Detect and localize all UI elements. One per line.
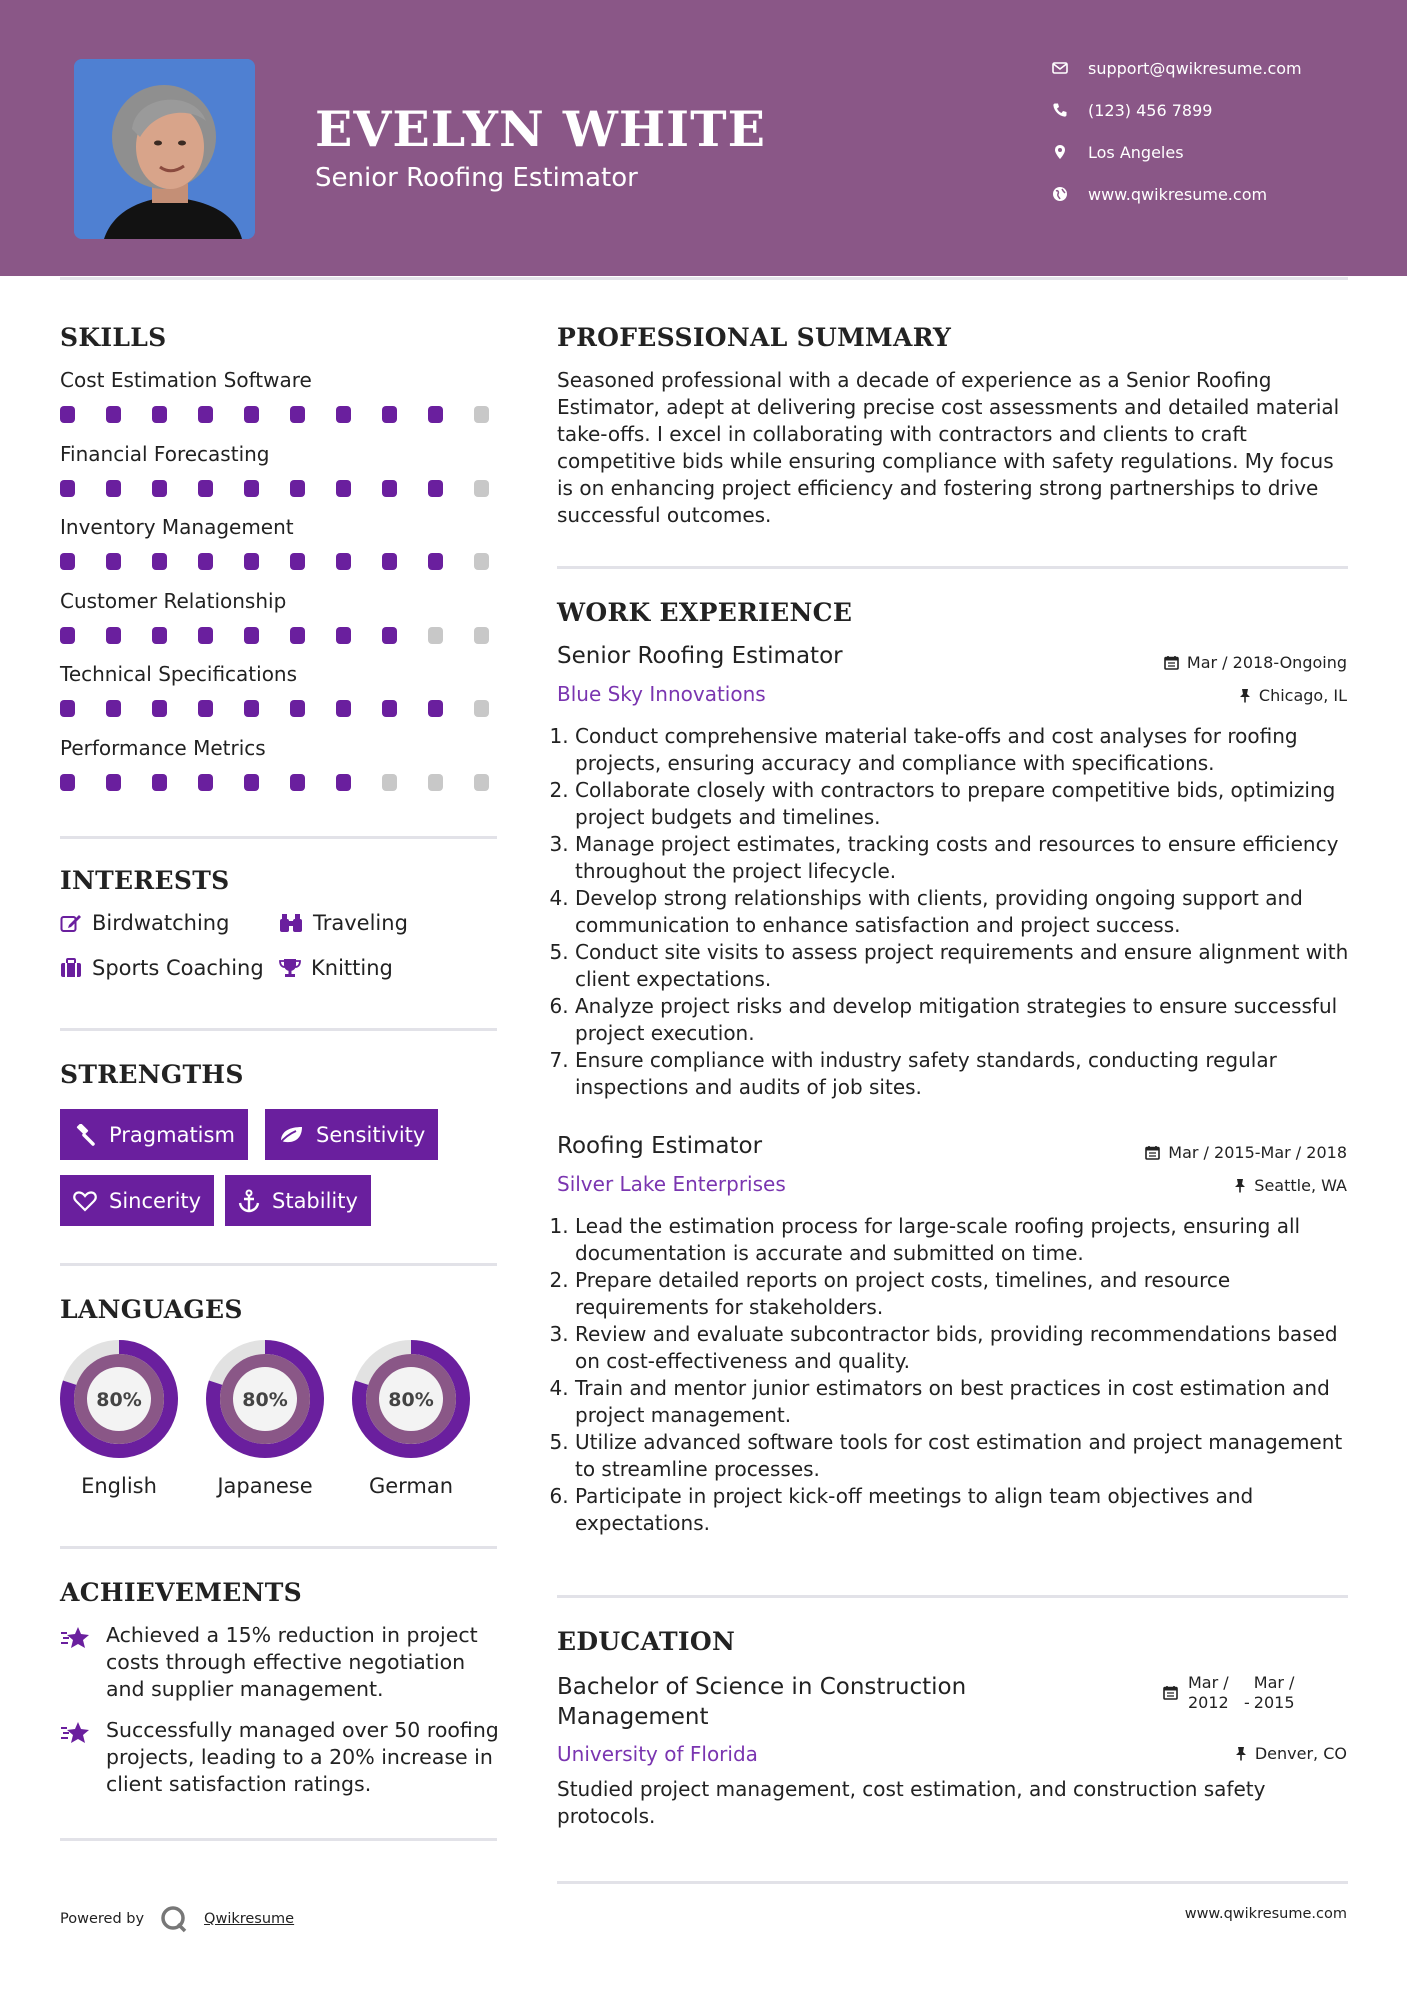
interest-item xyxy=(60,956,264,980)
rating-dot-empty xyxy=(382,774,397,791)
briefcase-icon xyxy=(60,958,82,978)
interest-item xyxy=(279,956,393,980)
rating-dot-empty xyxy=(474,774,489,791)
education-location xyxy=(1235,1744,1347,1763)
duty-item: 6. Participate in project kick-off meetings to align team objectives and expectations. xyxy=(575,1483,1350,1537)
strengths-heading: STRENGTHS xyxy=(60,1060,244,1089)
binoculars-icon xyxy=(279,913,303,933)
language-ring xyxy=(59,1339,179,1459)
language-name: English xyxy=(81,1474,157,1498)
pushpin-icon xyxy=(1234,1178,1246,1193)
achievement-text: Successfully managed over 50 roofing projects, leading to a 20% increase in client satisfaction ratings. xyxy=(106,1718,499,1796)
powered-by-text: Powered by xyxy=(60,1911,145,1927)
rating-dot-filled xyxy=(198,406,213,423)
rating-dot-filled xyxy=(106,774,121,791)
strength-label: Stability xyxy=(272,1188,358,1213)
skill-rating xyxy=(60,480,489,497)
section-divider xyxy=(557,1881,1348,1884)
language-percent: 80% xyxy=(242,1389,288,1411)
rating-dot-filled xyxy=(244,627,259,644)
education-end-date: Mar / 2015 xyxy=(1253,1673,1295,1712)
map-marker-icon xyxy=(1052,144,1068,160)
job-duties-list xyxy=(575,723,1350,1101)
strength-tag xyxy=(225,1175,371,1226)
gavel-icon xyxy=(73,1124,97,1146)
skill-rating xyxy=(60,627,489,644)
rating-dot-filled xyxy=(428,480,443,497)
rating-dot-filled xyxy=(106,700,121,717)
skill-name: Technical Specifications xyxy=(60,662,298,686)
rating-dot-filled xyxy=(290,700,305,717)
envelope-icon xyxy=(1052,60,1068,76)
rating-dot-filled xyxy=(152,700,167,717)
leaf-icon xyxy=(278,1125,304,1145)
language-name: German xyxy=(368,1474,454,1498)
section-divider xyxy=(60,1546,497,1549)
rating-dot-filled xyxy=(198,553,213,570)
rating-dot-filled xyxy=(290,627,305,644)
rating-dot-filled xyxy=(60,700,75,717)
rating-dot-filled xyxy=(382,480,397,497)
job-title: Senior Roofing Estimator xyxy=(557,643,843,669)
phone-icon xyxy=(1052,102,1068,118)
rating-dot-filled xyxy=(106,406,121,423)
education-heading: EDUCATION xyxy=(557,1627,736,1656)
rating-dot-filled xyxy=(198,480,213,497)
skill-name: Performance Metrics xyxy=(60,735,266,760)
rating-dot-filled xyxy=(290,553,305,570)
duty-item: 3. Review and evaluate subcontractor bids, providing recommendations based on cost-effectiveness and quality. xyxy=(575,1321,1350,1375)
school-name: University of Florida xyxy=(557,1742,758,1766)
achievement-item xyxy=(60,1622,500,1703)
interests-heading: INTERESTS xyxy=(60,866,230,895)
rating-dot-empty xyxy=(474,553,489,570)
interest-label: Sports Coaching xyxy=(92,956,264,980)
rating-dot-filled xyxy=(244,480,259,497)
duty-item: 2. Prepare detailed reports on project costs, timelines, and resource requirements for stakeholders. xyxy=(575,1267,1350,1321)
skill-name: Cost Estimation Software xyxy=(60,368,312,392)
strength-tag xyxy=(60,1109,248,1160)
contact-email[interactable] xyxy=(1052,59,1302,78)
brand-link[interactable]: Qwikresume xyxy=(204,1911,295,1927)
skill-rating xyxy=(60,406,489,423)
strength-label: Sensitivity xyxy=(316,1122,426,1147)
rating-dot-filled xyxy=(428,406,443,423)
rating-dot-filled xyxy=(152,627,167,644)
rating-dot-empty xyxy=(474,700,489,717)
section-divider xyxy=(60,1028,497,1031)
contact-email-text: support@qwikresume.com xyxy=(1088,59,1302,78)
contact-website-text: www.qwikresume.com xyxy=(1088,185,1268,204)
experience-heading: WORK EXPERIENCE xyxy=(557,598,853,627)
rating-dot-filled xyxy=(60,406,75,423)
interest-label: Traveling xyxy=(313,911,408,935)
candidate-title: Senior Roofing Estimator xyxy=(315,163,638,193)
rating-dot-filled xyxy=(152,406,167,423)
contact-phone[interactable] xyxy=(1052,101,1212,120)
rating-dot-filled xyxy=(152,480,167,497)
strength-tag xyxy=(60,1175,214,1226)
job-duties-list xyxy=(575,1213,1350,1537)
contact-location xyxy=(1052,143,1184,162)
profile-photo xyxy=(74,59,255,239)
duty-item: 3. Manage project estimates, tracking costs and resources to ensure efficiency throughout the project lifecycle. xyxy=(575,831,1350,885)
skill-name: Customer Relationship xyxy=(60,588,287,613)
rating-dot-empty xyxy=(428,774,443,791)
rating-dot-filled xyxy=(244,553,259,570)
star-icon xyxy=(60,1719,92,1747)
rating-dot-filled xyxy=(382,627,397,644)
rating-dot-filled xyxy=(290,480,305,497)
job-location xyxy=(1234,1176,1347,1195)
duty-item: 7. Ensure compliance with industry safety standards, conducting regular inspections and audits of job sites. xyxy=(575,1047,1350,1101)
rating-dot-filled xyxy=(198,627,213,644)
candidate-name: EVELYN WHITE xyxy=(315,100,766,158)
duty-item: 4. Develop strong relationships with clients, providing ongoing support and communication to enhance satisfaction and project success. xyxy=(575,885,1350,939)
calendar-icon xyxy=(1145,1145,1160,1160)
contact-phone-text: (123) 456 7899 xyxy=(1088,101,1213,120)
duty-item: 1. Conduct comprehensive material take-offs and cost analyses for roofing projects, ensuring accuracy and compliance with specifications. xyxy=(575,723,1350,777)
skill-name: Inventory Management xyxy=(60,515,294,539)
rating-dot-filled xyxy=(336,700,351,717)
heart-icon xyxy=(73,1190,97,1212)
section-divider xyxy=(557,1595,1348,1598)
rating-dot-filled xyxy=(244,774,259,791)
rating-dot-filled xyxy=(382,700,397,717)
language-name: Japanese xyxy=(217,1474,313,1498)
rating-dot-filled xyxy=(382,553,397,570)
interest-label: Knitting xyxy=(311,956,393,980)
calendar-icon xyxy=(1163,1685,1178,1700)
strength-tag xyxy=(265,1109,438,1160)
section-divider xyxy=(557,566,1348,569)
duty-item: 5. Conduct site visits to assess project requirements and ensure alignment with client expectations. xyxy=(575,939,1350,993)
rating-dot-filled xyxy=(60,553,75,570)
rating-dot-filled xyxy=(60,774,75,791)
contact-website[interactable] xyxy=(1052,185,1267,204)
star-icon xyxy=(60,1624,92,1652)
rating-dot-filled xyxy=(106,553,121,570)
job-location-text: Seattle, WA xyxy=(1254,1176,1347,1195)
date-separator: - xyxy=(1244,1693,1250,1712)
interest-item xyxy=(60,911,229,935)
rating-dot-filled xyxy=(336,627,351,644)
globe-icon xyxy=(1052,186,1068,202)
education-description: Studied project management, cost estimation, and construction safety protocols. xyxy=(557,1777,1266,1828)
language-percent: 80% xyxy=(388,1389,434,1411)
rating-dot-empty xyxy=(474,406,489,423)
achievement-text: Achieved a 15% reduction in project costs through effective negotiation and supplier management. xyxy=(106,1623,478,1701)
rating-dot-empty xyxy=(428,627,443,644)
job-location-text: Chicago, IL xyxy=(1258,686,1347,705)
contact-location-text: Los Angeles xyxy=(1088,143,1184,162)
rating-dot-filled xyxy=(198,700,213,717)
rating-dot-filled xyxy=(152,553,167,570)
job-title: Roofing Estimator xyxy=(557,1133,763,1159)
pencil-square-icon xyxy=(60,913,82,933)
rating-dot-empty xyxy=(474,627,489,644)
anchor-icon xyxy=(238,1189,260,1213)
rating-dot-filled xyxy=(336,480,351,497)
section-divider xyxy=(60,836,497,839)
section-divider xyxy=(60,1838,497,1841)
education-start-date: Mar / 2012 xyxy=(1188,1673,1229,1712)
interest-item xyxy=(279,911,408,935)
rating-dot-filled xyxy=(60,480,75,497)
job-dates xyxy=(1145,1143,1347,1162)
duty-item: 4. Train and mentor junior estimators on best practices in cost estimation and project management. xyxy=(575,1375,1350,1429)
calendar-icon xyxy=(1164,655,1179,670)
summary-heading: PROFESSIONAL SUMMARY xyxy=(557,323,952,352)
rating-dot-filled xyxy=(106,480,121,497)
language-percent: 80% xyxy=(96,1389,142,1411)
rating-dot-filled xyxy=(336,774,351,791)
education-location-text: Denver, CO xyxy=(1254,1744,1347,1763)
rating-dot-filled xyxy=(336,553,351,570)
rating-dot-filled xyxy=(244,700,259,717)
skill-name: Financial Forecasting xyxy=(60,441,270,466)
skills-heading: SKILLS xyxy=(60,323,167,352)
language-ring xyxy=(205,1339,325,1459)
section-divider xyxy=(60,1263,497,1266)
achievement-item xyxy=(60,1717,500,1798)
job-dates-text: Mar / 2018-Ongoing xyxy=(1186,653,1347,672)
skill-rating xyxy=(60,700,489,717)
trophy-icon xyxy=(279,958,301,978)
rating-dot-filled xyxy=(152,774,167,791)
language-ring xyxy=(351,1339,471,1459)
education-dates xyxy=(1163,1673,1298,1713)
rating-dot-filled xyxy=(336,406,351,423)
achievements-heading: ACHIEVEMENTS xyxy=(60,1578,302,1607)
rating-dot-filled xyxy=(198,774,213,791)
rating-dot-filled xyxy=(60,627,75,644)
duty-item: 6. Analyze project risks and develop mitigation strategies to ensure successful project execution. xyxy=(575,993,1350,1047)
duty-item: 1. Lead the estimation process for large-scale roofing projects, ensuring all documentation is accurate and submitted on time. xyxy=(575,1213,1350,1267)
job-location xyxy=(1239,686,1347,705)
pushpin-icon xyxy=(1235,1746,1247,1761)
rating-dot-filled xyxy=(290,406,305,423)
degree-title: Bachelor of Science in Construction Management xyxy=(557,1674,967,1730)
summary-text: Seasoned professional with a decade of experience as a Senior Roofing Estimator, adept at delivering precise cost assessments and detailed material take-offs. I excel in collaborating with contractors and clients to craft competitive bids while ensuring compliance with safety regulations. My focus is on enhancing project efficiency and fostering strong partnerships to drive successful outcomes. xyxy=(557,368,1340,527)
skill-rating xyxy=(60,774,489,791)
header-divider xyxy=(60,277,1348,280)
duty-item: 2. Collaborate closely with contractors to prepare competitive bids, optimizing project budgets and timelines. xyxy=(575,777,1350,831)
rating-dot-filled xyxy=(428,700,443,717)
rating-dot-filled xyxy=(290,774,305,791)
duty-item: 5. Utilize advanced software tools for cost estimation and project management to streamline processes. xyxy=(575,1429,1350,1483)
company-name: Blue Sky Innovations xyxy=(557,682,766,706)
company-name: Silver Lake Enterprises xyxy=(557,1172,786,1196)
rating-dot-filled xyxy=(382,406,397,423)
pushpin-icon xyxy=(1239,688,1251,703)
strength-label: Sincerity xyxy=(109,1188,202,1213)
strength-label: Pragmatism xyxy=(109,1122,235,1147)
rating-dot-filled xyxy=(244,406,259,423)
qwikresume-logo-icon xyxy=(158,1904,190,1934)
footer-powered-by xyxy=(60,1904,294,1934)
languages-heading: LANGUAGES xyxy=(60,1295,243,1324)
rating-dot-empty xyxy=(474,480,489,497)
skill-rating xyxy=(60,553,489,570)
job-dates-text: Mar / 2015-Mar / 2018 xyxy=(1168,1143,1347,1162)
job-dates xyxy=(1164,653,1347,672)
interest-label: Birdwatching xyxy=(92,911,230,935)
rating-dot-filled xyxy=(428,553,443,570)
rating-dot-filled xyxy=(106,627,121,644)
footer-website[interactable]: www.qwikresume.com xyxy=(1184,1906,1347,1922)
